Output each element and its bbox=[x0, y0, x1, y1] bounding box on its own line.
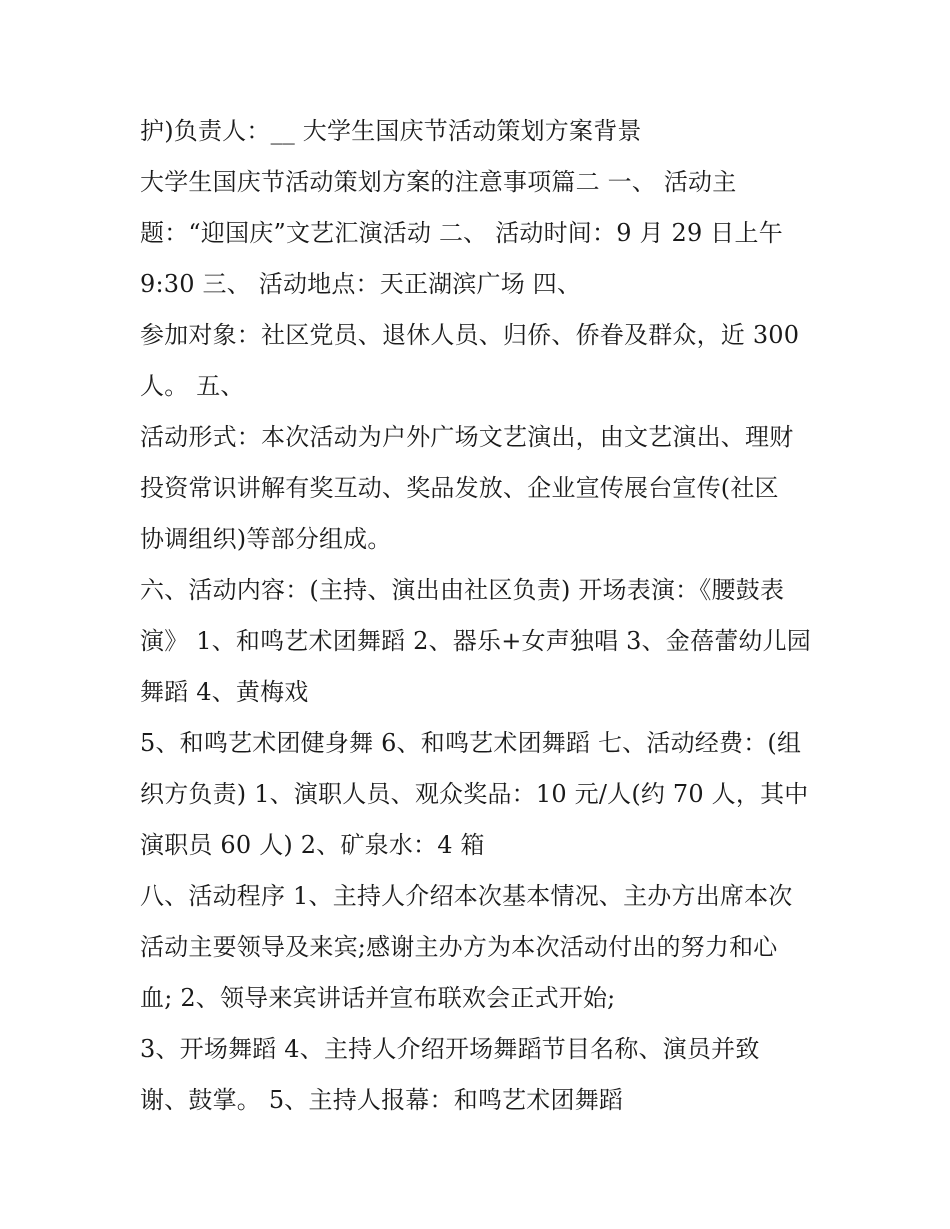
text-line: 协调组织)等部分组成。 bbox=[140, 525, 392, 553]
text-line: 织方负责) 1、演职人员、观众奖品：10 元/人(约 70 人，其中 bbox=[140, 780, 809, 808]
text-line: 大学生国庆节活动策划方案的注意事项篇二 一、 活动主 bbox=[140, 168, 737, 196]
document-body bbox=[140, 106, 830, 1126]
text-line: 演职员 60 人) 2、矿泉水：4 箱 bbox=[140, 831, 485, 859]
text-line: 活动形式：本次活动为户外广场文艺演出，由文艺演出、理财 bbox=[140, 423, 794, 451]
text-line: 9:30 三、 活动地点：天正湖滨广场 四、 bbox=[140, 270, 582, 298]
text-line: 护)负责人：__ 大学生国庆节活动策划方案背景 bbox=[140, 117, 642, 145]
text-line: 题：“迎国庆”文艺汇演活动 二、 活动时间：9 月 29 日上午 bbox=[140, 219, 783, 247]
text-line: 参加对象：社区党员、退休人员、归侨、侨眷及群众，近 300 bbox=[140, 321, 800, 349]
text-line: 血; 2、领导来宾讲话并宣布联欢会正式开始; bbox=[140, 984, 616, 1012]
text-line: 投资常识讲解有奖互动、奖品发放、企业宣传展台宣传(社区 bbox=[140, 474, 779, 502]
text-line: 八、活动程序 1、主持人介绍本次基本情况、主办方出席本次 bbox=[140, 882, 793, 910]
text-line: 演》 1、和鸣艺术团舞蹈 2、器乐+女声独唱 3、金蓓蕾幼儿园 bbox=[140, 627, 812, 655]
text-line: 六、活动内容：(主持、演出由社区负责) 开场表演：《腰鼓表 bbox=[140, 576, 785, 604]
text-line: 活动主要领导及来宾;感谢主办方为本次活动付出的努力和心 bbox=[140, 933, 778, 961]
text-line: 人。 五、 bbox=[140, 372, 245, 400]
text-line: 3、开场舞蹈 4、主持人介绍开场舞蹈节目名称、演员并致 bbox=[140, 1035, 760, 1063]
text-line: 谢、鼓掌。 5、主持人报幕：和鸣艺术团舞蹈 bbox=[140, 1086, 624, 1114]
text-line: 5、和鸣艺术团健身舞 6、和鸣艺术团舞蹈 七、活动经费：(组 bbox=[140, 729, 802, 757]
text-line: 舞蹈 4、黄梅戏 bbox=[140, 678, 309, 706]
